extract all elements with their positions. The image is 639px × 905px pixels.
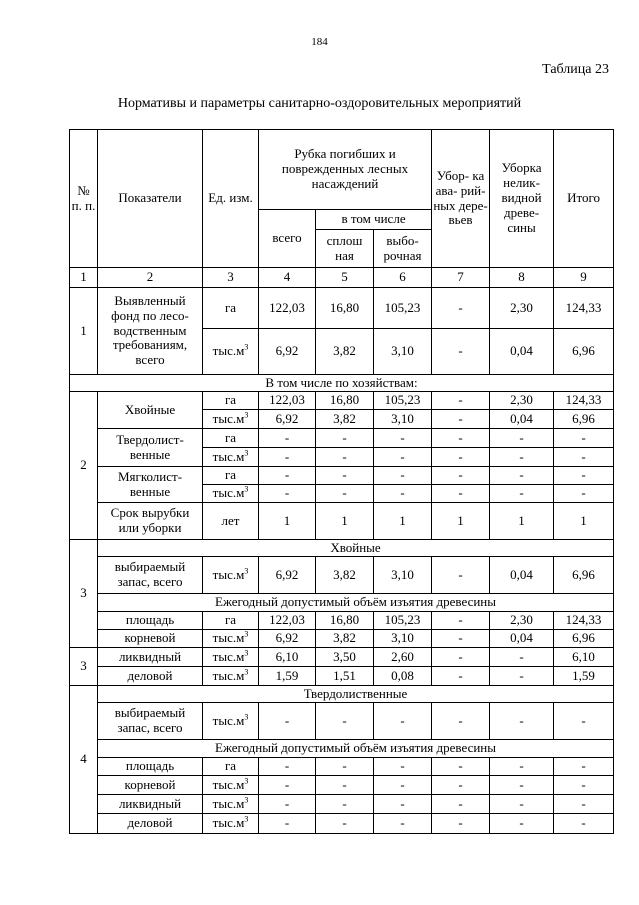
unit-cell: га [203,612,259,630]
value-cell: - [374,795,432,814]
value-cell: - [432,795,490,814]
value-cell: 1 [490,503,554,540]
col-number: 9 [554,268,614,288]
value-cell: - [554,467,614,485]
value-cell: - [316,467,374,485]
value-cell: - [259,758,316,776]
section-heading: Ежегодный допустимый объём изъятия древесины [98,740,614,758]
value-cell: 3,10 [374,557,432,594]
row-num: 1 [70,288,98,375]
value-cell: 3,82 [316,410,374,429]
value-cell: - [374,814,432,834]
value-cell: - [259,703,316,740]
unit-cell: $тыс.м^3$ [203,630,259,648]
value-cell: 1 [316,503,374,540]
value-cell: 2,30 [490,288,554,329]
value-cell: - [554,703,614,740]
unit-cell: $тыс.м^3$ [203,776,259,795]
row-label: корневой [98,776,203,795]
unit-cell: $тыс.м^3$ [203,329,259,375]
value-cell: - [374,467,432,485]
col-number: 2 [98,268,203,288]
value-cell: 3,82 [316,329,374,375]
page-number: 184 [311,36,328,48]
value-cell: - [490,667,554,686]
section-heading: В том числе по хозяйствам: [70,375,614,392]
unit-cell: $тыс.м^3$ [203,485,259,503]
table-row [70,795,614,814]
value-cell: 122,03 [259,612,316,630]
section-heading: Ежегодный допустимый объём изъятия древесины [98,594,614,612]
value-cell: - [432,703,490,740]
value-cell: - [490,485,554,503]
value-cell: - [554,776,614,795]
header-num: № п. п. [70,130,98,268]
value-cell: 16,80 [316,392,374,410]
table-row [70,814,614,834]
header-unit: Ед. изм. [203,130,259,268]
table-row [70,667,614,686]
table-label: Таблица 23 [542,62,609,77]
value-cell: 16,80 [316,288,374,329]
table-row [70,648,614,667]
header-selective: выбо- рочная [374,230,432,268]
row-label: выбираемый запас, всего [98,703,203,740]
value-cell: - [554,795,614,814]
value-cell: 6,92 [259,557,316,594]
col-number: 7 [432,268,490,288]
value-cell: - [374,485,432,503]
table-row [70,703,614,740]
unit-cell: $тыс.м^3$ [203,557,259,594]
value-cell: - [432,630,490,648]
value-cell: 1,51 [316,667,374,686]
col-number: 8 [490,268,554,288]
value-cell: - [259,776,316,795]
value-cell: 6,92 [259,329,316,375]
value-cell: 6,92 [259,630,316,648]
value-cell: 6,96 [554,630,614,648]
value-cell: 3,10 [374,410,432,429]
value-cell: - [490,703,554,740]
unit-cell: $тыс.м^3$ [203,795,259,814]
value-cell: - [490,795,554,814]
table-row [70,630,614,648]
value-cell: - [490,648,554,667]
value-cell: - [432,758,490,776]
header-clear: сплош ная [316,230,374,268]
value-cell: - [259,795,316,814]
value-cell: 0,08 [374,667,432,686]
value-cell: - [432,429,490,448]
value-cell: - [490,429,554,448]
value-cell: - [259,429,316,448]
value-cell: - [432,448,490,467]
value-cell: 0,04 [490,410,554,429]
table-row [70,776,614,795]
unit-cell: га [203,429,259,448]
value-cell: - [316,814,374,834]
unit-cell: $тыс.м^3$ [203,648,259,667]
value-cell: - [432,467,490,485]
value-cell: - [316,776,374,795]
value-cell: - [432,557,490,594]
value-cell: 3,10 [374,630,432,648]
header-sum: Итого [554,130,614,268]
value-cell: - [259,467,316,485]
value-cell: - [490,776,554,795]
value-cell: 105,23 [374,612,432,630]
unit-cell: га [203,392,259,410]
row-label: Хвойные [98,392,203,429]
row-label: Выявленный фонд по лесо- водственным требованиям, всего [98,288,203,375]
value-cell: - [259,448,316,467]
value-cell: 124,33 [554,392,614,410]
value-cell: 1 [259,503,316,540]
value-cell: 3,82 [316,557,374,594]
value-cell: - [316,448,374,467]
col-number: 1 [70,268,98,288]
value-cell: 124,33 [554,612,614,630]
value-cell: 105,23 [374,392,432,410]
row-label: Срок вырубки или уборки [98,503,203,540]
col-number: 6 [374,268,432,288]
value-cell: - [259,485,316,503]
value-cell: - [554,814,614,834]
value-cell: - [432,667,490,686]
value-cell: 1 [554,503,614,540]
table-row [70,758,614,776]
table-row [70,467,614,485]
col-number: 5 [316,268,374,288]
value-cell: 1 [374,503,432,540]
value-cell: - [374,448,432,467]
row-num: 2 [70,392,98,540]
value-cell: - [374,758,432,776]
row-label: ликвидный [98,648,203,667]
value-cell: 122,03 [259,288,316,329]
value-cell: 1,59 [554,667,614,686]
norms-table [69,129,614,834]
table-row [70,288,614,329]
value-cell: - [432,776,490,795]
value-cell: - [432,329,490,375]
value-cell: 6,96 [554,557,614,594]
unit-cell: га [203,758,259,776]
table-row [70,612,614,630]
value-cell: - [316,758,374,776]
row-label: Твердолист- венные [98,429,203,467]
unit-cell: га [203,467,259,485]
section-heading: Твердолиственные [98,686,614,703]
value-cell: 0,04 [490,329,554,375]
unit-cell: $тыс.м^3$ [203,667,259,686]
unit-cell: $тыс.м^3$ [203,410,259,429]
value-cell: - [374,429,432,448]
value-cell: 1,59 [259,667,316,686]
value-cell: - [432,410,490,429]
row-label: деловой [98,667,203,686]
value-cell: 0,04 [490,630,554,648]
table-row [70,503,614,540]
row-num: 4 [70,686,98,834]
value-cell: 1 [432,503,490,540]
value-cell: - [554,429,614,448]
value-cell: - [490,467,554,485]
value-cell: - [316,485,374,503]
col-number: 4 [259,268,316,288]
row-label: ликвидный [98,795,203,814]
unit-cell: $тыс.м^3$ [203,703,259,740]
value-cell: 6,10 [554,648,614,667]
header-illiquid: Уборка нелик- видной древе- сины [490,130,554,268]
value-cell: 6,96 [554,329,614,375]
value-cell: - [374,776,432,795]
row-label: выбираемый запас, всего [98,557,203,594]
section-heading: Хвойные [98,540,614,557]
header-including: в том числе [316,210,432,230]
value-cell: - [432,288,490,329]
row-label: корневой [98,630,203,648]
unit-cell: га [203,288,259,329]
row-label: деловой [98,814,203,834]
value-cell: 6,92 [259,410,316,429]
row-label: Мягколист- венные [98,467,203,503]
row-label: площадь [98,758,203,776]
value-cell: - [490,758,554,776]
value-cell: 0,04 [490,557,554,594]
value-cell: 3,10 [374,329,432,375]
header-felling: Рубка погибших и поврежденных лесных насаждений [259,130,432,210]
value-cell: 105,23 [374,288,432,329]
table-row [70,557,614,594]
unit-cell: лет [203,503,259,540]
value-cell: - [554,485,614,503]
value-cell: - [490,448,554,467]
header-indicators: Показатели [98,130,203,268]
value-cell: 122,03 [259,392,316,410]
table-row [70,429,614,448]
value-cell: - [432,612,490,630]
value-cell: - [432,392,490,410]
value-cell: - [432,814,490,834]
row-num: 3 [70,648,98,686]
value-cell: 3,82 [316,630,374,648]
value-cell: - [432,485,490,503]
column-numbers-row [70,268,614,288]
value-cell: 2,60 [374,648,432,667]
col-number: 3 [203,268,259,288]
unit-cell: $тыс.м^3$ [203,814,259,834]
value-cell: - [374,703,432,740]
value-cell: 2,30 [490,612,554,630]
value-cell: 2,30 [490,392,554,410]
value-cell: - [432,648,490,667]
value-cell: 6,10 [259,648,316,667]
header-fallen: Убор- ка ава- рий- ных дере- вьев [432,130,490,268]
value-cell: - [316,429,374,448]
value-cell: - [316,795,374,814]
value-cell: - [490,814,554,834]
value-cell: - [259,814,316,834]
value-cell: 124,33 [554,288,614,329]
row-num: 3 [70,540,98,648]
unit-cell: $тыс.м^3$ [203,448,259,467]
table-row [70,392,614,410]
value-cell: - [554,448,614,467]
header-total: всего [259,210,316,268]
value-cell: 16,80 [316,612,374,630]
value-cell: - [316,703,374,740]
document-title: Нормативы и параметры санитарно-оздоровительных мероприятий [117,96,522,111]
value-cell: 6,96 [554,410,614,429]
row-label: площадь [98,612,203,630]
value-cell: - [554,758,614,776]
value-cell: 3,50 [316,648,374,667]
